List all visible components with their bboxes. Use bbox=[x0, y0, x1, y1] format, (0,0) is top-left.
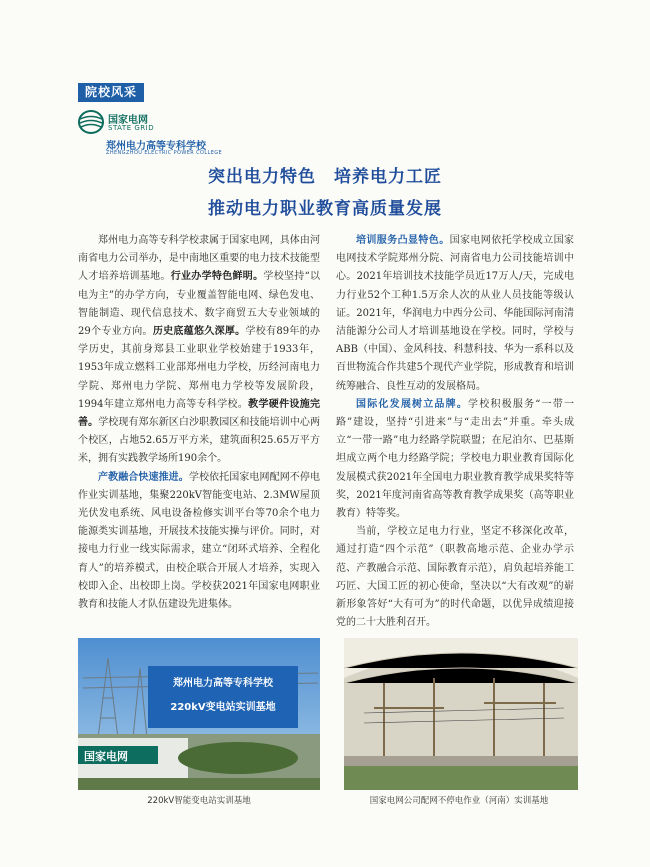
headline-line-1: 突出电力特色 培养电力工匠 bbox=[208, 167, 442, 187]
section-tag: 院校风采 bbox=[78, 83, 144, 102]
text-span: 郑州电力高等专科学校隶属于国家电网，具体由河南省电力公司举办，是中南地区重要的电力技术技能型人才培养培训基地。 bbox=[78, 235, 320, 283]
subhead-international: 国际化发展树立品牌。 bbox=[356, 398, 469, 410]
left-column bbox=[78, 232, 320, 614]
substation-photo bbox=[78, 638, 320, 790]
training-base-photo bbox=[344, 638, 578, 790]
left-paragraph-1 bbox=[78, 232, 320, 469]
right-paragraph-2 bbox=[336, 396, 574, 523]
text-span: 国家电网依托学校成立国家电网技术学院郑州分院、河南省电力公司技能培训中心。2021年培训技术技能学员近17万人/天，完成电力行业52个工种1.5万余人次的从业人员技能等级认证。2021年，华润电力中西分公司、华能国际河南清洁能源分公司人才培训基地设在学校。同时，学校与ABB（中国）、金风科技、科慧科技、华为一系科以及百世物流合作共建5个现代产业学院，形成教育和培训统筹融合、良性互动的发展格局。 bbox=[336, 235, 575, 392]
subhead-integration: 产教融合快速推进。 bbox=[98, 471, 189, 483]
left-paragraph-2 bbox=[78, 469, 320, 615]
school-name-cn: 郑州电力高等专科学校 bbox=[106, 141, 206, 152]
text-span: 学校现有郑东新区白沙职教园区和技能培训中心两个校区，占地52.65万平方米，建筑面积25.65万平方米，拥有实践教学场所190余个。 bbox=[78, 417, 321, 465]
subhead-industry: 行业办学特色鲜明。 bbox=[170, 271, 264, 283]
substation-caption: 220kV智能变电站实训基地 bbox=[147, 796, 251, 806]
right-paragraph-1 bbox=[336, 232, 574, 396]
org-name-en: STATE GRID bbox=[108, 124, 155, 132]
text-span: 学校有89年的办学历史，其前身郑县工业职业学校始建于1933年，1953年成立燃料工业部郑州电力学校，历经河南电力学院、郑州电力学院、郑州电力学校等发展阶段，1994年建立郑州电力高等专科学校。 bbox=[78, 326, 320, 410]
state-grid-globe-icon bbox=[78, 110, 104, 134]
state-grid-logo bbox=[78, 110, 318, 160]
school-name-en: ZHENGZHOU ELECTRIC POWER COLLEGE bbox=[106, 150, 223, 156]
headline-line-2: 推动电力职业教育高质量发展 bbox=[208, 199, 442, 219]
subhead-history: 历史底蕴悠久深厚。 bbox=[152, 326, 246, 338]
subhead-training: 培训服务凸显特色。 bbox=[356, 235, 450, 246]
text-span: 学校坚持“以电为主”的办学方向，专业覆盖智能电网、绿色发电、智能制造、现代信息技术、数字商贸五大专业领域的29个专业方向。 bbox=[78, 271, 321, 338]
org-name-cn: 国家电网 bbox=[108, 115, 148, 126]
sign-line-2: 220kV变电站实训基地 bbox=[170, 702, 276, 713]
subhead-facilities: 教学硬件设施完善。 bbox=[78, 398, 321, 429]
right-column bbox=[336, 232, 574, 632]
sign-line-1: 郑州电力高等专科学校 bbox=[173, 678, 273, 689]
text-span: 学校积极服务“一带一路”建设，坚持“引进来”与“走出去”并重。牵头成立“一带一路”电力经路学院联盟；在尼泊尔、巴基斯坦成立两个电力经路学院；学校电力职业教育国际化发展模式获2021年全国电力职业教育教学成果奖特等奖，2021年度河南省高等教育教学成果奖（高等职业教育）特等奖。 bbox=[336, 398, 574, 520]
text-span: 学校依托国家电网配网不停电作业实训基地，集聚220kV智能变电站、2.3MW屋顶光伏发电系统、风电设备检修实训平台等70余个电力能源类实训基地，开展技术技能实操与评价。同时，对接电力行业一线实际需求，建立“闭环式培养、全程化育人”的培养模式，由校企联合开展人才培养，实现入校即入企、出校即上岗。学校获2021年国家电网职业教育和技能人才队伍建设先进集体。 bbox=[78, 471, 321, 611]
right-paragraph-3: 当前，学校立足电力行业，坚定不移深化改革，通过打造“四个示范”（职教高地示范、企业办学示范、产教融合示范、国际教育示范），肩负起培养能工巧匠、大国工匠的初心使命，坚决以“大有改观”的崭新形象答好“大有可为”的时代命题，以优异成绩迎接党的二十大胜利召开。 bbox=[336, 526, 574, 629]
wall-logo-text: 国家电网 bbox=[84, 750, 128, 763]
training-base-caption: 国家电网公司配网不停电作业（河南）实训基地 bbox=[369, 796, 549, 806]
